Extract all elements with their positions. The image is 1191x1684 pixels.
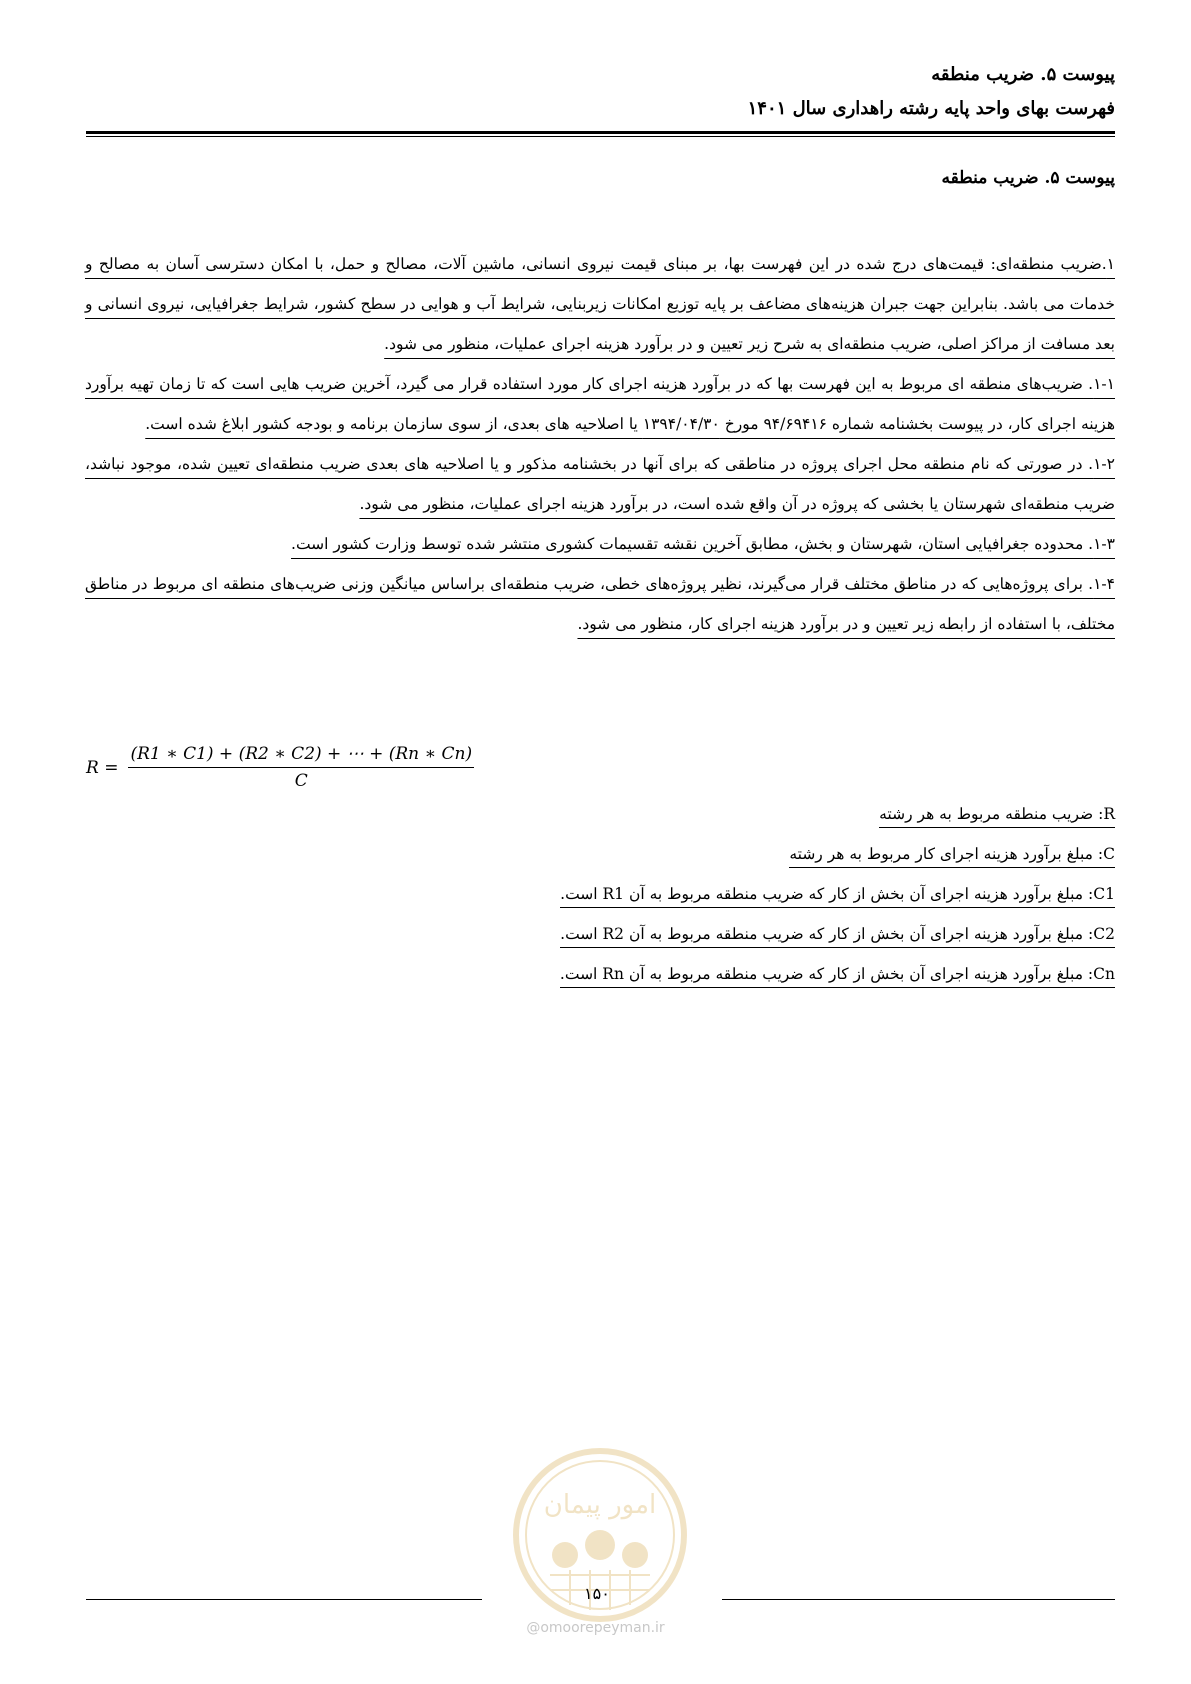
header-line-2: فهرست بهای واحد پایه رشته راهداری سال ۱۴۰۱: [747, 98, 1115, 119]
formula-fraction: [128, 744, 474, 791]
definition-item: C2: مبلغ برآورد هزینه اجرای آن بخش از کار که ضریب منطقه مربوط به آن R2 است.: [560, 914, 1115, 954]
body-text: [85, 244, 1115, 644]
definition-item: C1: مبلغ برآورد هزینه اجرای آن بخش از کار که ضریب منطقه مربوط به آن R1 است.: [560, 874, 1115, 914]
footer-rule-left: [86, 1599, 482, 1600]
paragraph-1-3: ۱-۳. محدوده جغرافیایی استان، شهرستان و بخش، مطابق آخرین نقشه تقسیمات کشوری منتشر شده توسط وزارت کشور است.: [291, 535, 1115, 553]
svg-text:امور پیمان: امور پیمان: [543, 1490, 657, 1520]
paragraph-1-1: ۱-۱. ضریب‌های منطقه ای مربوط به این فهرست بها که در برآورد هزینه اجرای کار مورد استفاده قرار می گیرد، آخرین ضریب هایی است که تا زمان تهیه برآورد هزینه اجرای کار، در پیوست بخشنامه شماره ۹۴/۶۹۴۱۶ مورخ ۱۳۹۴/۰۴/۳۰ یا اصلاحیه های بعدی، از سوی سازمان برنامه و بودجه کشور ابلاغ شده است.: [85, 375, 1115, 433]
formula-lhs: R =: [86, 757, 119, 778]
header-rule-thin: [86, 136, 1115, 137]
page-header: [75, 58, 1115, 126]
definition-item: Cn: مبلغ برآورد هزینه اجرای آن بخش از کار که ضریب منطقه مربوط به آن Rn است.: [560, 954, 1115, 994]
footer-rule-right: [722, 1599, 1115, 1600]
definitions-list: [560, 794, 1115, 994]
paragraph-1-2: ۱-۲. در صورتی که نام منطقه محل اجرای پروژه در مناطقی که برای آنها در بخشنامه مذکور و یا اصلاحیه های بعدی ضریب منطقه‌ای تعیین شده، موجود نباشد، ضریب منطقه‌ای شهرستان یا بخشی که پروژه در آن واقع شده است، در برآورد هزینه اجرای عملیات، منظور می شود.: [85, 455, 1115, 513]
header-line-1: پیوست ۵. ضریب منطقه: [931, 64, 1115, 85]
page-number: ۱۵۰: [584, 1584, 610, 1603]
formula-numerator: (R1 ∗ C1) + (R2 ∗ C2) + ⋯ + (Rn ∗ Cn): [128, 744, 474, 768]
section-title: پیوست ۵. ضریب منطقه: [941, 168, 1115, 188]
region-coefficient-formula: [86, 744, 474, 791]
definition-item: R: ضریب منطقه مربوط به هر رشته: [560, 794, 1115, 834]
paragraph-1-4: ۱-۴. برای پروژه‌هایی که در مناطق مختلف قرار می‌گیرند، نظیر پروژه‌های خطی، ضریب منطقه‌ای براساس میانگین وزنی ضریب‌های منطقه ای مربوط در مناطق مختلف، با استفاده از رابطه زیر تعیین و در برآورد هزینه اجرای کار، منظور می شود.: [85, 575, 1115, 633]
definition-item: C: مبلغ برآورد هزینه اجرای کار مربوط به هر رشته: [560, 834, 1115, 874]
header-rule-thick: [86, 131, 1115, 134]
formula-denominator: C: [294, 771, 308, 791]
footer-watermark-url: @omoorepeyman.ir: [526, 1620, 665, 1636]
paragraph-1: ۱.ضریب منطقه‌ای: قیمت‌های درج شده در این فهرست بها، بر مبنای قیمت نیروی انسانی، ماشین آلات، مصالح و حمل، با امکان دسترسی آسان به مصالح و خدمات می باشد. بنابراین جهت جبران هزینه‌های مضاعف بر پایه توزیع امکانات زیربنایی، شرایط آب و هوایی در سطح کشور، شرایط جغرافیایی، نیروی انسانی و بعد مسافت از مراکز اصلی، ضریب منطقه‌ای به شرح زیر تعیین و در برآورد هزینه اجرای عملیات، منظور می شود.: [85, 255, 1115, 353]
